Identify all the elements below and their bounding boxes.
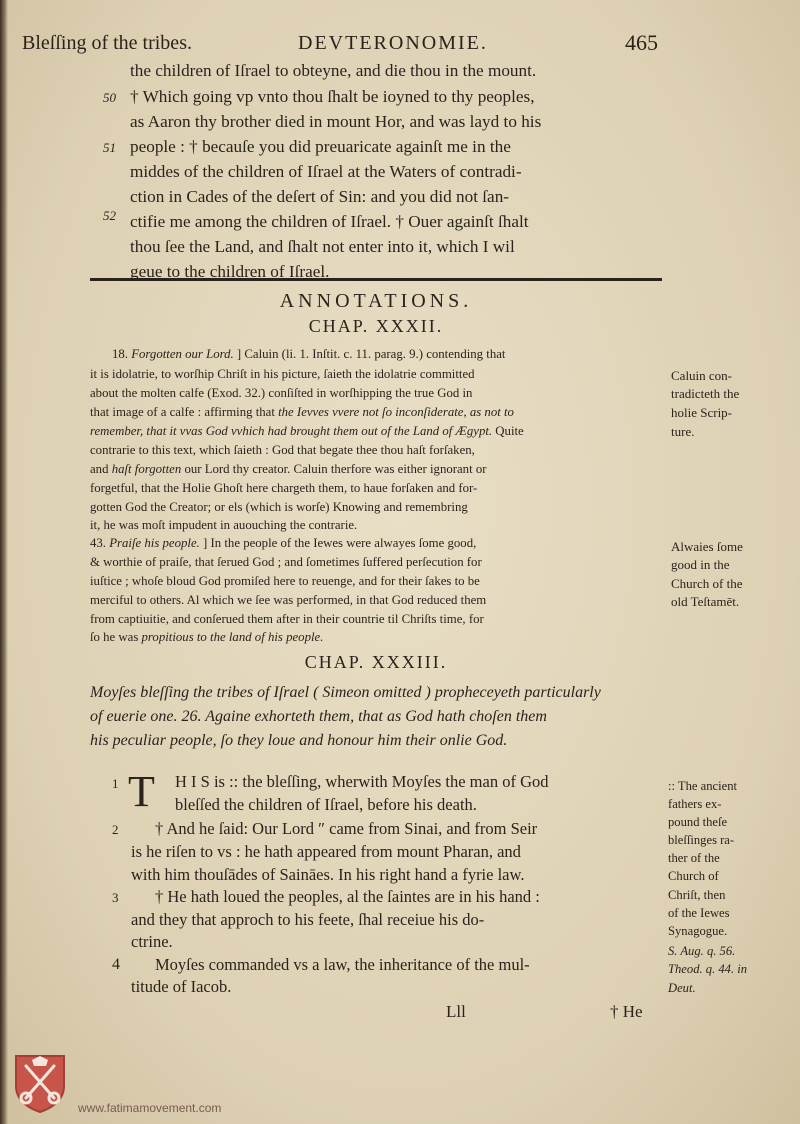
body-line: ctifie me among the children of Iſrael. † Ouer againſt ſhalt (130, 212, 529, 231)
annotation-line: ſo he was propitious to the land of his people. (90, 630, 324, 644)
annotation-line: about the molten calfe (Exod. 32.) conſiſted in worſhipping the true God in (90, 386, 473, 400)
body-line: ction in Cades of the deſert of Sin: and you did not ſan- (130, 187, 510, 206)
body-line: middes of the children of Iſrael at the Waters of contradi- (130, 162, 522, 181)
chapter-text-line: † He hath loued the peoples, al the ſaintes are in his hand : (155, 887, 540, 906)
chapter-argument-line: Moyſes bleſſing the tribes of Iſrael ( Simeon omitted ) propheceyeth particularly (90, 684, 601, 701)
annotation-line: contrarie to this text, which ſaieth : God that begate thee thou haſt forſaken, (90, 443, 475, 457)
verse-number: 4 (112, 956, 120, 973)
verse-number: 2 (112, 822, 119, 837)
verse-number: 52 (103, 208, 116, 223)
margin-note-line: Synagogue. (668, 924, 728, 938)
margin-note-line: ture. (671, 424, 695, 439)
running-head-title: DEVTERONOMIE. (298, 32, 488, 54)
chapter-text-line: H I S is :: the bleſſing, wherwith Moyſes the man of God (175, 772, 549, 791)
body-line: the children of Iſrael to obteyne, and die thou in the mount. (130, 61, 537, 80)
annotations-heading: ANNOTATIONS. (279, 290, 473, 312)
footer-website-url[interactable]: www.fatimamovement.com (78, 1101, 222, 1115)
margin-note-line: S. Aug. q. 56. (668, 944, 736, 958)
margin-note-line: old Teſtamēt. (671, 594, 740, 609)
margin-note-line: Church of (668, 869, 719, 883)
annotation-line: 43. Praiſe his people. ] In the people of the Iewes were alwayes ſome good, (90, 536, 477, 550)
verse-number: 51 (103, 140, 116, 155)
chapter-text-line: and they that approch to his feete, ſhal receiue his do- (131, 910, 485, 929)
margin-note-line: Deut. (668, 981, 696, 995)
body-line: people : † becauſe you did preuaricate againſt me in the (130, 137, 511, 156)
margin-note-line: pound theſe (668, 815, 728, 829)
verse-number: 50 (103, 90, 116, 105)
page-number: 465 (625, 30, 658, 55)
chapter-text-line: bleſſed the children of Iſrael, before his death. (175, 795, 477, 814)
chapter-text-line: with him thouſādes of Saināes. In his right hand a fyrie law. (131, 865, 525, 884)
annotation-line: merciful to others. Al which we ſee was performed, in that God reduced them (90, 593, 487, 607)
annotation-line: iuſtice ; whoſe bloud God promiſed here to reuenge, and for their ſakes to be (90, 574, 480, 588)
annotation-line: it is idolatrie, to worſhip Chriſt in his picture, ſaieth the idolatrie committed (90, 367, 475, 381)
margin-note-line: bleſſinges ra- (668, 833, 735, 847)
body-line: † Which going vp vnto thou ſhalt be ioyned to thy peoples, (130, 87, 535, 106)
section-divider (90, 278, 662, 281)
annotation-line: it, he was moſt impudent in auouching the contrarie. (90, 518, 358, 532)
chapter-text-line: † And he ſaid: Our Lord ″ came from Sinai, and from Seir (155, 819, 538, 838)
annotation-line: remember, that it vvas God vvhich had brought them out of the Land of Ægypt. Quite (90, 424, 524, 438)
book-spine-shadow (0, 0, 8, 1124)
annotation-line: & worthie of praiſe, that ſerued God ; and ſometimes ſuffered perſecution for (90, 555, 482, 569)
chapter-argument-line: of euerie one. 26. Againe exhorteth them, that as God hath choſen them (90, 708, 547, 725)
chapter-text-line: Moyſes commanded vs a law, the inheritance of the mul- (155, 955, 530, 974)
margin-note-line: good in the (671, 557, 730, 572)
annotation-line: from captiuitie, and conſerued them after in their countrie til Chriſts time, for (90, 612, 484, 626)
catchword: † He (610, 1002, 643, 1021)
margin-note-line: ther of the (668, 851, 720, 865)
watermark-crest-logo (12, 1052, 68, 1114)
annotation-line: 18. Forgotten our Lord. ] Caluin (li. 1. Inſtit. c. 11. parag. 9.) contending that (112, 347, 506, 361)
annotations-chapter: CHAP. XXXII. (308, 316, 444, 336)
annotation-line: forgetful, that the Holie Ghoſt here chargeth them, to haue forſaken and for- (90, 481, 478, 495)
margin-note-line: Church of the (671, 576, 743, 591)
body-line: thou ſee the Land, and ſhalt not enter into it, which I wil (130, 237, 515, 256)
margin-note-line: Alwaies ſome (671, 539, 743, 554)
margin-note-line: Theod. q. 44. in (668, 962, 748, 976)
verse-number: 1 (112, 776, 119, 791)
annotation-line: and haſt forgotten our Lord thy creator. Caluin therfore was either ignorant or (90, 462, 487, 476)
chapter-text-line: ctrine. (131, 932, 173, 951)
margin-note-line: holie Scrip- (671, 405, 733, 420)
margin-note-line: Caluin con- (671, 368, 733, 383)
margin-note-line: tradicteth the (671, 386, 740, 401)
running-head-left: Bleſſing of the tribes. (22, 32, 192, 54)
signature-mark: Lll (446, 1002, 466, 1021)
margin-note-line: Chriſt, then (668, 888, 726, 902)
margin-note-line: fathers ex- (668, 797, 722, 811)
drop-cap: T (128, 767, 155, 816)
annotation-line: that image of a calfe : affirming that the Ievves vvere not ſo inconſiderate, as not to (90, 405, 514, 419)
chapter-text-line: titude of Iacob. (131, 977, 232, 996)
annotation-line: gotten God the Creator; or els (which is worſe) Knowing and remembring (90, 500, 468, 514)
margin-note-line: :: The ancient (668, 779, 738, 793)
margin-note-line: of the Iewes (668, 906, 730, 920)
chapter-text-line: is he riſen to vs : he hath appeared from mount Pharan, and (131, 842, 521, 861)
body-line: geue to the children of Iſrael. (130, 262, 330, 281)
body-line: as Aaron thy brother died in mount Hor, and was layd to his (130, 112, 542, 131)
verse-number: 3 (112, 890, 119, 905)
chapter-argument-line: his peculiar people, ſo they loue and honour him their onlie God. (90, 732, 508, 749)
chapter-heading: CHAP. XXXIII. (304, 652, 448, 672)
